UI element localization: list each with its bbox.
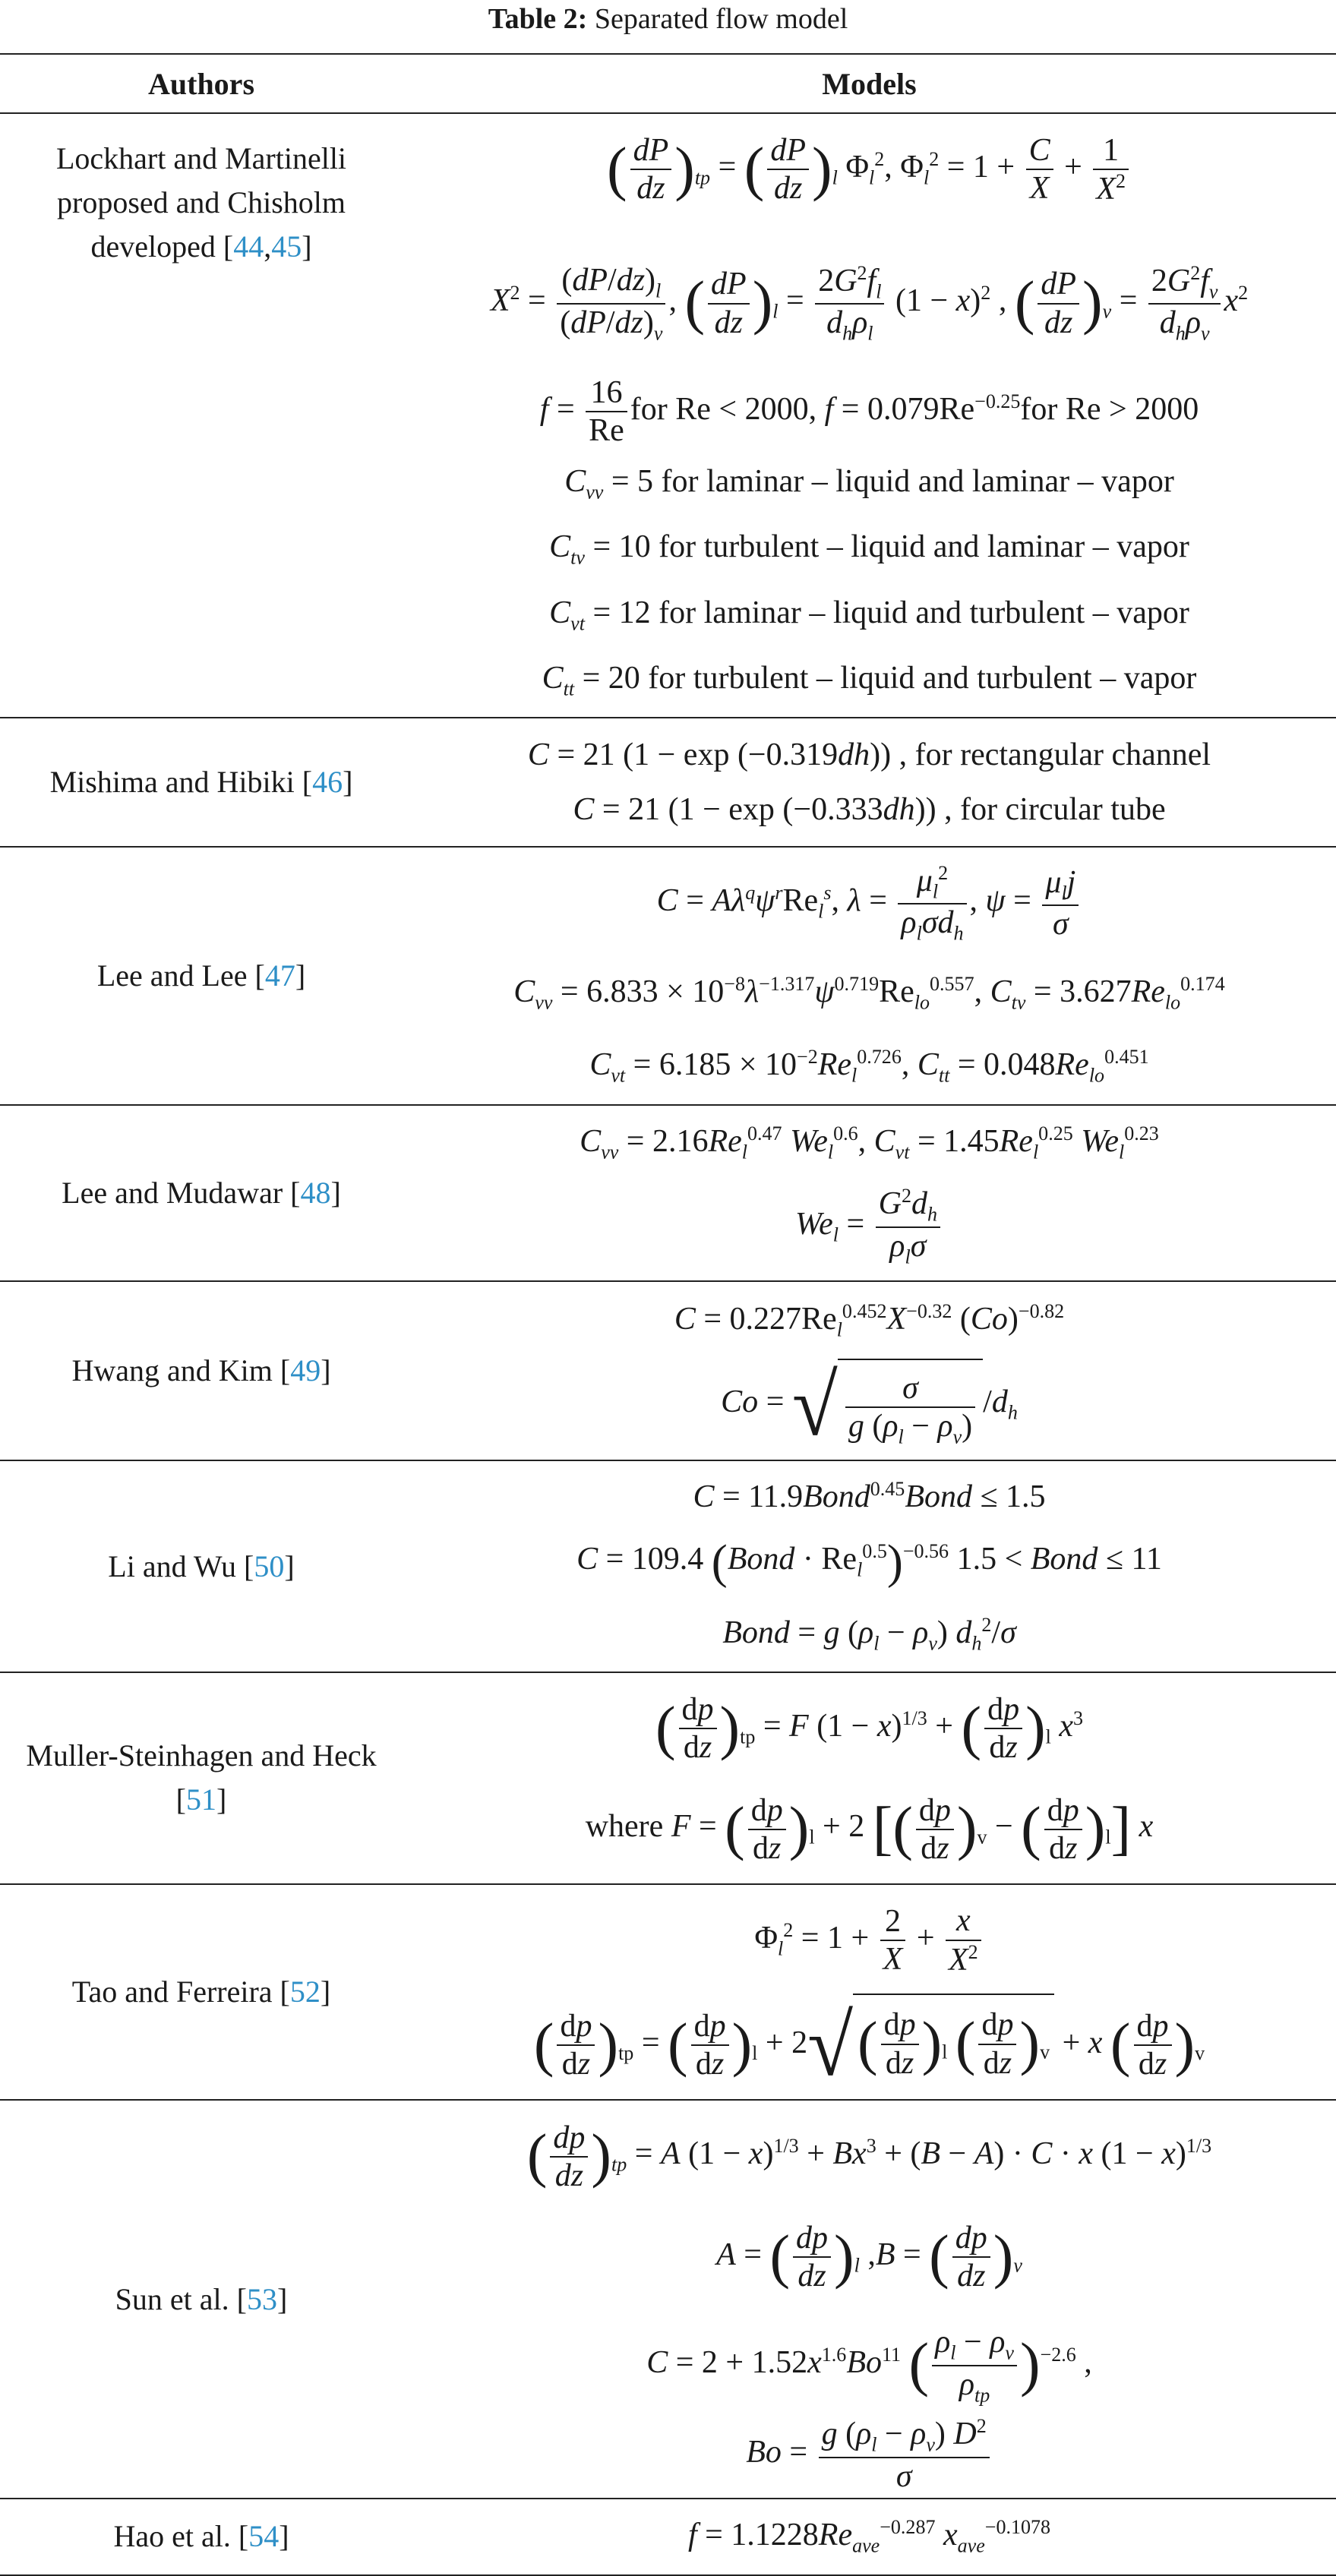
header-authors: Authors [147,66,255,101]
reference-link[interactable]: 46 [312,765,343,800]
author-name: Lee and Mudawar [62,1175,283,1210]
table-row [0,1672,1336,1884]
models-cell [403,1105,1336,1282]
equation: Co = √ $\frac{\sigma}{g (\rho_l - \rho_v)}$ $/d_h$ [721,1356,1018,1454]
author-cell: Lockhart and Martinelli proposed and Chisholm developed [44,45] [55,141,347,264]
models-cell [403,1884,1336,2101]
equation: f = $\frac{16}{Re}$ for Re < 2000, $f = 0.079Re^{-0.25}for$ Re > 2000 [539,374,1199,449]
models-cell [403,718,1336,847]
author-name: Tao and Ferreira [71,1975,273,2009]
table-row [0,718,1336,847]
equation: $C_{vt} = 12$ for laminar – liquid and turbulent – vapor [549,595,1189,634]
models-cell [403,1672,1336,1884]
equation-text: , for rectangular channel [899,737,1211,773]
equation: $\Phi_l^2 = 1$ + $\frac{2}{X}$ + $\frac{x}{X^2}$ [403,1886,1335,1994]
models-cell [403,847,1336,1104]
author-name: Hao et al. [113,2519,231,2554]
equation: $f = 1.1228Re_{ave}^{-0.287}$ $x_{ave}^{-0.1078}$ [687,2516,1051,2557]
header-models: Models [822,66,917,101]
table-caption [0,0,1336,43]
reference-link[interactable]: 53 [246,2281,277,2316]
equation-text: where [585,1809,664,1845]
header-row [0,54,1336,113]
equation: Bo = $\frac{g (\rho_l - \rho_v) D^2}{\sigma}$ [403,2407,1335,2497]
models-cell [403,1460,1336,1672]
author-name: Lockhart and Martinelli proposed and Chisholm developed [55,141,347,264]
author-name: Sun et al. [115,2281,229,2316]
equation-text: for Re > 2000 [1020,391,1199,427]
table-row [0,1460,1336,1672]
table-row [0,1105,1336,1282]
author-name: Muller-Steinhagen and Heck [26,1738,377,1773]
equation-text: = 12 for laminar – liquid and turbulent – vapor [592,595,1189,630]
table-row [0,113,1336,718]
models-cell [403,113,1336,718]
reference-link[interactable]: 44 [233,229,264,264]
equation-text: for Re < 2000, [630,391,817,427]
equation: C = 109.4 (Bond · $Re_l^{0.5})^{-0.56}$ 1.5 < Bond ≤ 11 [576,1535,1162,1589]
equation: $We_l$ = $\frac{G^2d_h}{\rho_l\sigma}$ [403,1179,1335,1280]
equation: ( $\frac{dp}{dz}$ )$_{tp} = A$ $(1 - x)^{1/3} + Bx^3 + (B - A) \cdot C \cdot x$ $(1 - x)^{1/3}$ [526,2120,1212,2193]
author-cell: Tao and Ferreira [52] [71,1975,331,2009]
equation-text: = 20 for turbulent – liquid and turbulent – vapor [582,660,1197,696]
equation: where F = ( $\frac{dp}{dz}$ )$_l + 2$ [( $\frac{dp}{dz}$ )$_v$ − ( $\frac{dp}{dz}$ )$_l$] x [585,1792,1154,1866]
caption-label: Table 2: [488,3,588,35]
author-cell: Lee and Mudawar [48] [62,1175,341,1210]
author-name: Mishima and Hibiki [49,765,295,800]
equation: Bond = g $(\rho_l - \rho_v)$ $d_h^2/\sigma$ [722,1613,1016,1655]
table-row [0,1281,1336,1460]
equation: C = 11.9Bond$^{0.45}$Bond ≤ 1.5 [693,1478,1046,1515]
reference-link[interactable]: 54 [248,2519,280,2554]
equation: ( $\frac{dp}{dz}$ )$_{tp}$ = ( $\frac{dp}{dz}$ )$_l + 2√$( $\frac{dp}{dz}$ )$_l$ ( $\frac{dp}{dz}$ )$_v + x$ ( $\frac{dp}{dz}$ )$_v$ [403,1994,1335,2098]
equation-text: , for circular tube [944,792,1166,828]
equation: $C = A\lambda^q\psi^rRe_l^s$, λ = $\frac{\mu_l^2}{\rho_l\sigma d_h}$ , ψ = $\frac{\mu_lj}{\sigma}$ [403,848,1335,956]
reference-link[interactable]: 50 [254,1548,285,1583]
equation: $C = 0.227Re_l^{0.452}X^{-0.32}$ $(Co)^{-0.82}$ [674,1299,1065,1341]
author-name: Li and Wu [108,1548,237,1583]
author-cell: Li and Wu [50] [108,1548,295,1583]
table-row [0,847,1336,1104]
caption-title: Separated flow model [594,3,848,35]
author-cell: Mishima and Hibiki [46] [49,765,353,800]
separated-flow-model-table [0,53,1336,2576]
author-name: Hwang and Kim [71,1353,273,1388]
models-cell [403,2499,1336,2574]
table-row [0,2499,1336,2574]
reference-link[interactable]: 51 [186,1782,216,1817]
equation: $C_{vt} = 6.185 \times 10^{-2}Re_l^{0.726}$, $C_{tt} = 0.048Re_{lo}^{0.451}$ [589,1046,1149,1087]
author-cell: Hao et al. [54] [113,2519,289,2554]
reference-link[interactable]: 52 [289,1975,321,2009]
author-cell: Sun et al. [53] [115,2281,288,2316]
equation: ( $\frac{dp}{dz}$ )$_{tp} = F$ $(1 - x)^{1/3}$ + ( $\frac{dp}{dz}$ )$_l$ $x^3$ [655,1692,1084,1766]
equation: ( $\frac{dP}{dz}$ )$_{tp}$ = ( $\frac{dP}{dz}$ )$_l$ $\Phi_l^2$, $\Phi_l^2 = 1$ + $\frac{C}{X}$ + $\frac{1}{X^2}$ [403,115,1335,223]
equation-text: = 5 for laminar – liquid and laminar – vapor [611,463,1174,499]
equation: A = ( $\frac{dp}{dz}$ )$_l$ ,B = ( $\frac{dp}{dz}$ )$_v$ [716,2220,1022,2294]
table-row [0,1884,1336,2101]
author-cell: Muller-Steinhagen and Heck [51] [26,1738,377,1817]
reference-link[interactable]: 48 [300,1175,331,1210]
table-row [0,2100,1336,2499]
reference-link[interactable]: 47 [264,958,295,993]
equation: $C = 2 + 1.52x^{1.6}Bo^{11}$ ( $\frac{\rho_l - \rho_v}{\rho_{tp}}$ )$^{-2.6}$ , [646,2325,1092,2407]
author-name: Lee and Lee [96,958,248,993]
models-cell [403,2100,1336,2499]
equation: $C_{vv} = 6.833 \times 10^{-8}\lambda^{-1.317}\psi^{0.719}Re_{lo}^{0.557}$, $C_{tv} = 3.627Re_{lo}^{0.174}$ [513,972,1225,1014]
equation: $C_{vv} = 5$ for laminar – liquid and laminar – vapor [564,463,1174,504]
equation: $X^2$ = $\frac{(dP/dz)_l}{(dP/dz)_v}$ , ( $\frac{dP}{dz}$ )$_l$ = $\frac{2G^2f_l}{d_h\rho_l}$ $(1 - x)^2$ , ( $\frac{dP}{dz}$ )$_v$ = $\frac{2G^2f_v}{d_h\rho_v}$ $x^2$ [490,261,1249,345]
equation: $C_{tt} = 20$ for turbulent – liquid and turbulent – vapor [542,660,1197,700]
author-cell: Lee and Lee [47] [96,958,306,993]
equation-text: = 10 for turbulent – liquid and laminar – vapor [592,529,1189,565]
equation: C = 21 (1 − exp (−0.319dh)) , for rectangular channel [527,737,1211,773]
equation: C = 21 (1 − exp (−0.333dh)) , for circular tube [573,792,1166,828]
ref-separator: , [264,229,272,264]
author-cell: Hwang and Kim [49] [71,1353,331,1388]
reference-link[interactable]: 45 [271,229,302,264]
models-cell [403,1281,1336,1460]
equation: $C_{vv} = 2.16Re_l^{0.47}$ $We_l^{0.6}$, $C_{vt} = 1.45Re_l^{0.25}$ $We_l^{0.23}$ [580,1122,1159,1163]
equation: $C_{tv} = 10$ for turbulent – liquid and laminar – vapor [549,529,1189,569]
reference-link[interactable]: 49 [290,1353,321,1388]
